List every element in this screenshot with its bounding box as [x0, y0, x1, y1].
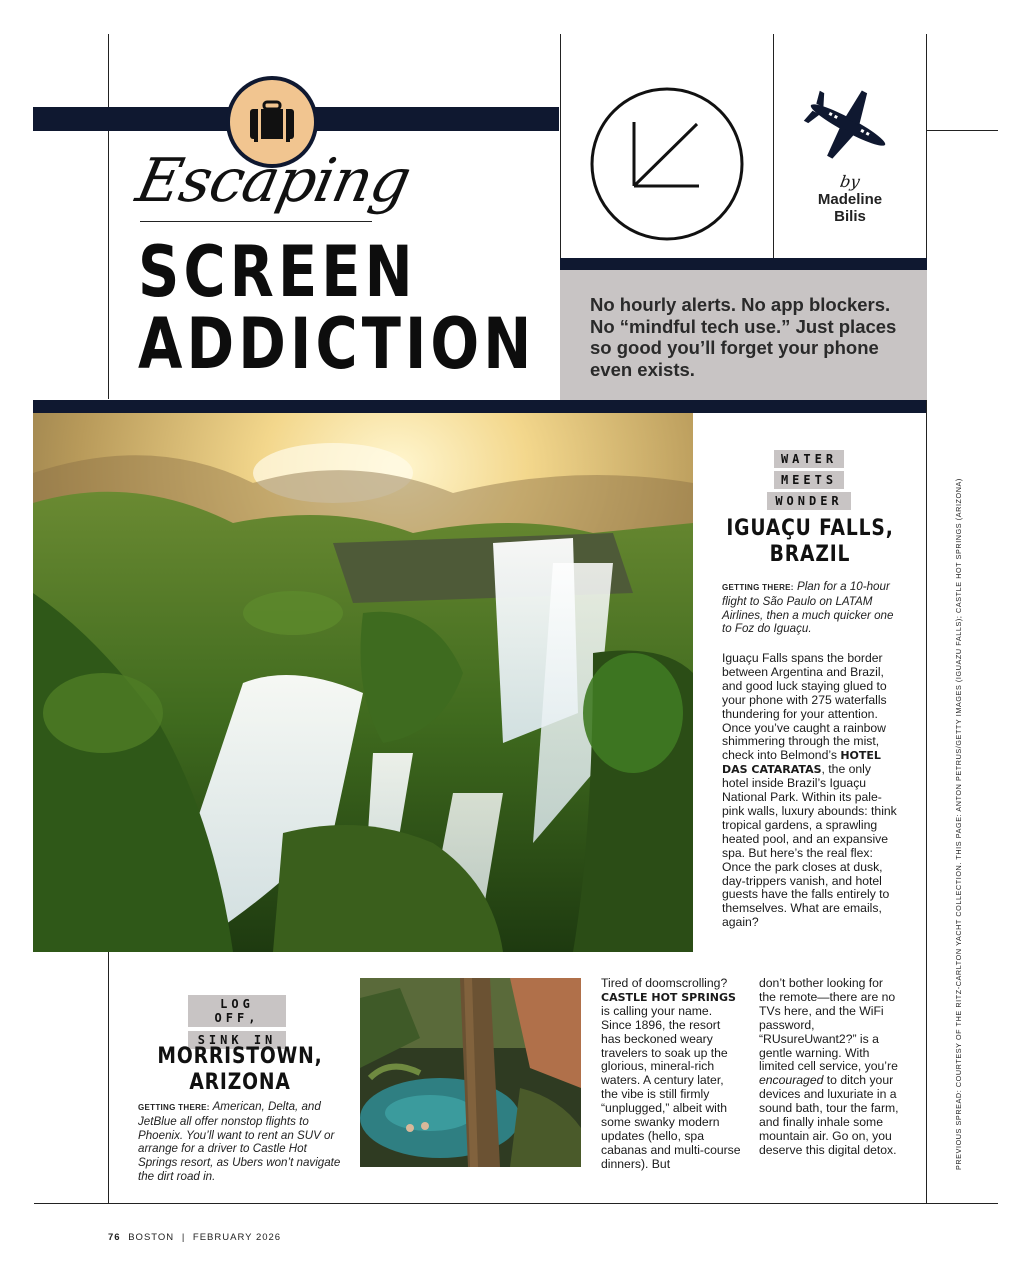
iguacu-hotel-name: HOTEL DAS CATARATAS	[722, 749, 881, 777]
morristown-col-1	[601, 977, 741, 1172]
photo-credit: PREVIOUS SPREAD: COURTESY OF THE RITZ-CARLTON YACHT COLLECTION. THIS PAGE: ANTON PETRUS/GETTY IMAGES (IGUAZU FALLS); CASTLE HOT SPRINGS (ARIZONA)	[954, 478, 963, 1170]
footer-separator: |	[181, 1232, 186, 1243]
morristown-tag	[188, 995, 286, 1049]
iguacu-tag-line-1: WATER	[774, 450, 844, 468]
footer-issue: FEBRUARY 2026	[192, 1232, 282, 1243]
footer-page-number: 76	[108, 1232, 121, 1243]
morristown-getting-there	[138, 1100, 348, 1184]
arrow-down-left-icon	[589, 86, 745, 242]
iguacu-falls-photo	[33, 413, 693, 952]
morristown-title-line-2: ARIZONA	[189, 1070, 291, 1095]
airplane-icon	[802, 90, 894, 160]
deck-top-bar	[560, 258, 927, 270]
iguacu-tag	[767, 450, 851, 510]
iguacu-tag-line-2: MEETS	[774, 471, 844, 489]
iguacu-title-line-1: IGUAÇU FALLS,	[726, 516, 894, 541]
frame-line-byline	[773, 34, 774, 259]
suitcase-icon	[244, 94, 300, 150]
title-script: Escaping	[130, 146, 417, 216]
castle-hot-springs-name: CASTLE HOT SPRINGS	[601, 990, 736, 1004]
morristown-col2-italic: encouraged	[759, 1073, 824, 1088]
iguacu-getting-there	[722, 580, 897, 636]
iguacu-body	[722, 652, 898, 930]
main-divider-bar	[33, 400, 926, 413]
morristown-col2-after: to ditch your devices and luxuriate in a sound bath, tour the farm, and finally inhale some mountain air. Go on, you deserve this digital detox.	[759, 1073, 899, 1157]
morristown-title-line-1: MORRISTOWN,	[157, 1044, 323, 1069]
morristown-tag-line-1: LOG OFF,	[188, 995, 286, 1027]
morristown-col2-before: don’t bother looking for the remote—there are no TVs here, and the WiFi password, “RUsureUwant2?” is a gentle warning. With limited cell service, you’re	[759, 976, 898, 1074]
morristown-col1-after: is calling your name. Since 1896, the resort has beckoned weary travelers to soak up the glorious, mineral-rich waters. A century later, the vibe is still firmly “unplugged,” albeit with some swanky modern updates (hello, spa cabanas and multi-course dinners). But	[601, 1003, 741, 1171]
morristown-col-2	[759, 977, 903, 1158]
morristown-col1-before: Tired of doomscrolling?	[601, 976, 728, 990]
iguacu-tag-line-3: WONDER	[767, 492, 851, 510]
frame-line-right-tick	[926, 130, 998, 131]
iguacu-getting-label: GETTING THERE:	[722, 583, 794, 592]
title-script-underline	[140, 221, 372, 222]
title-line-2: ADDICTION	[138, 303, 536, 385]
footer-magazine: BOSTON	[128, 1232, 175, 1243]
deck-text: No hourly alerts. No app blockers. No “mindful tech use.” Just places so good you’ll forget your phone even exists.	[590, 294, 897, 380]
deck-box	[560, 270, 927, 400]
castle-hot-springs-photo	[360, 978, 581, 1167]
morristown-getting-text: American, Delta, and JetBlue all offer nonstop flights to Phoenix. You’ll want to rent an SUV or arrange for a driver to Castle Hot Springs resort, as Ubers won’t navigate the dirt road in.	[138, 1100, 341, 1183]
byline-name-1: Madeline	[817, 191, 883, 208]
iguacu-body-after: , the only hotel inside Brazil’s Iguaçu National Park. Within its pale-pink walls, luxury abounds: think tropical gardens, a sprawling heated pool, and an expansive spa. But here’s the real flex: Once the park closes at dusk, day-trippers vanish, and hotel guests have the falls entirely to themselves. What are emails, again?	[722, 762, 897, 930]
morristown-title	[140, 1044, 340, 1096]
morristown-tag-line-2: SINK IN	[188, 1031, 286, 1049]
iguacu-title	[710, 516, 910, 568]
byline	[774, 172, 926, 225]
byline-name-2: Bilis	[834, 208, 866, 225]
morristown-getting-label: GETTING THERE:	[138, 1103, 210, 1112]
footer	[108, 1232, 281, 1243]
frame-line-left	[108, 34, 109, 399]
iguacu-body-before: Iguaçu Falls spans the border between Argentina and Brazil, and good luck staying glued to your phone with 275 waterfalls thundering for your attention. Once you’ve caught a rainbow shimmering through the mist, check into Belmond’s	[722, 651, 887, 763]
title-line-1: SCREEN	[138, 231, 417, 313]
frame-line-bottom	[34, 1203, 998, 1204]
frame-line-right	[926, 34, 927, 1204]
iguacu-title-line-2: BRAZIL	[769, 542, 851, 567]
iguacu-getting-text: Plan for a 10-hour flight to São Paulo on LATAM Airlines, then a much quicker one to Foz do Iguaçu.	[722, 580, 894, 636]
frame-line-left-lower	[108, 952, 109, 1204]
byline-by: by	[838, 172, 862, 191]
